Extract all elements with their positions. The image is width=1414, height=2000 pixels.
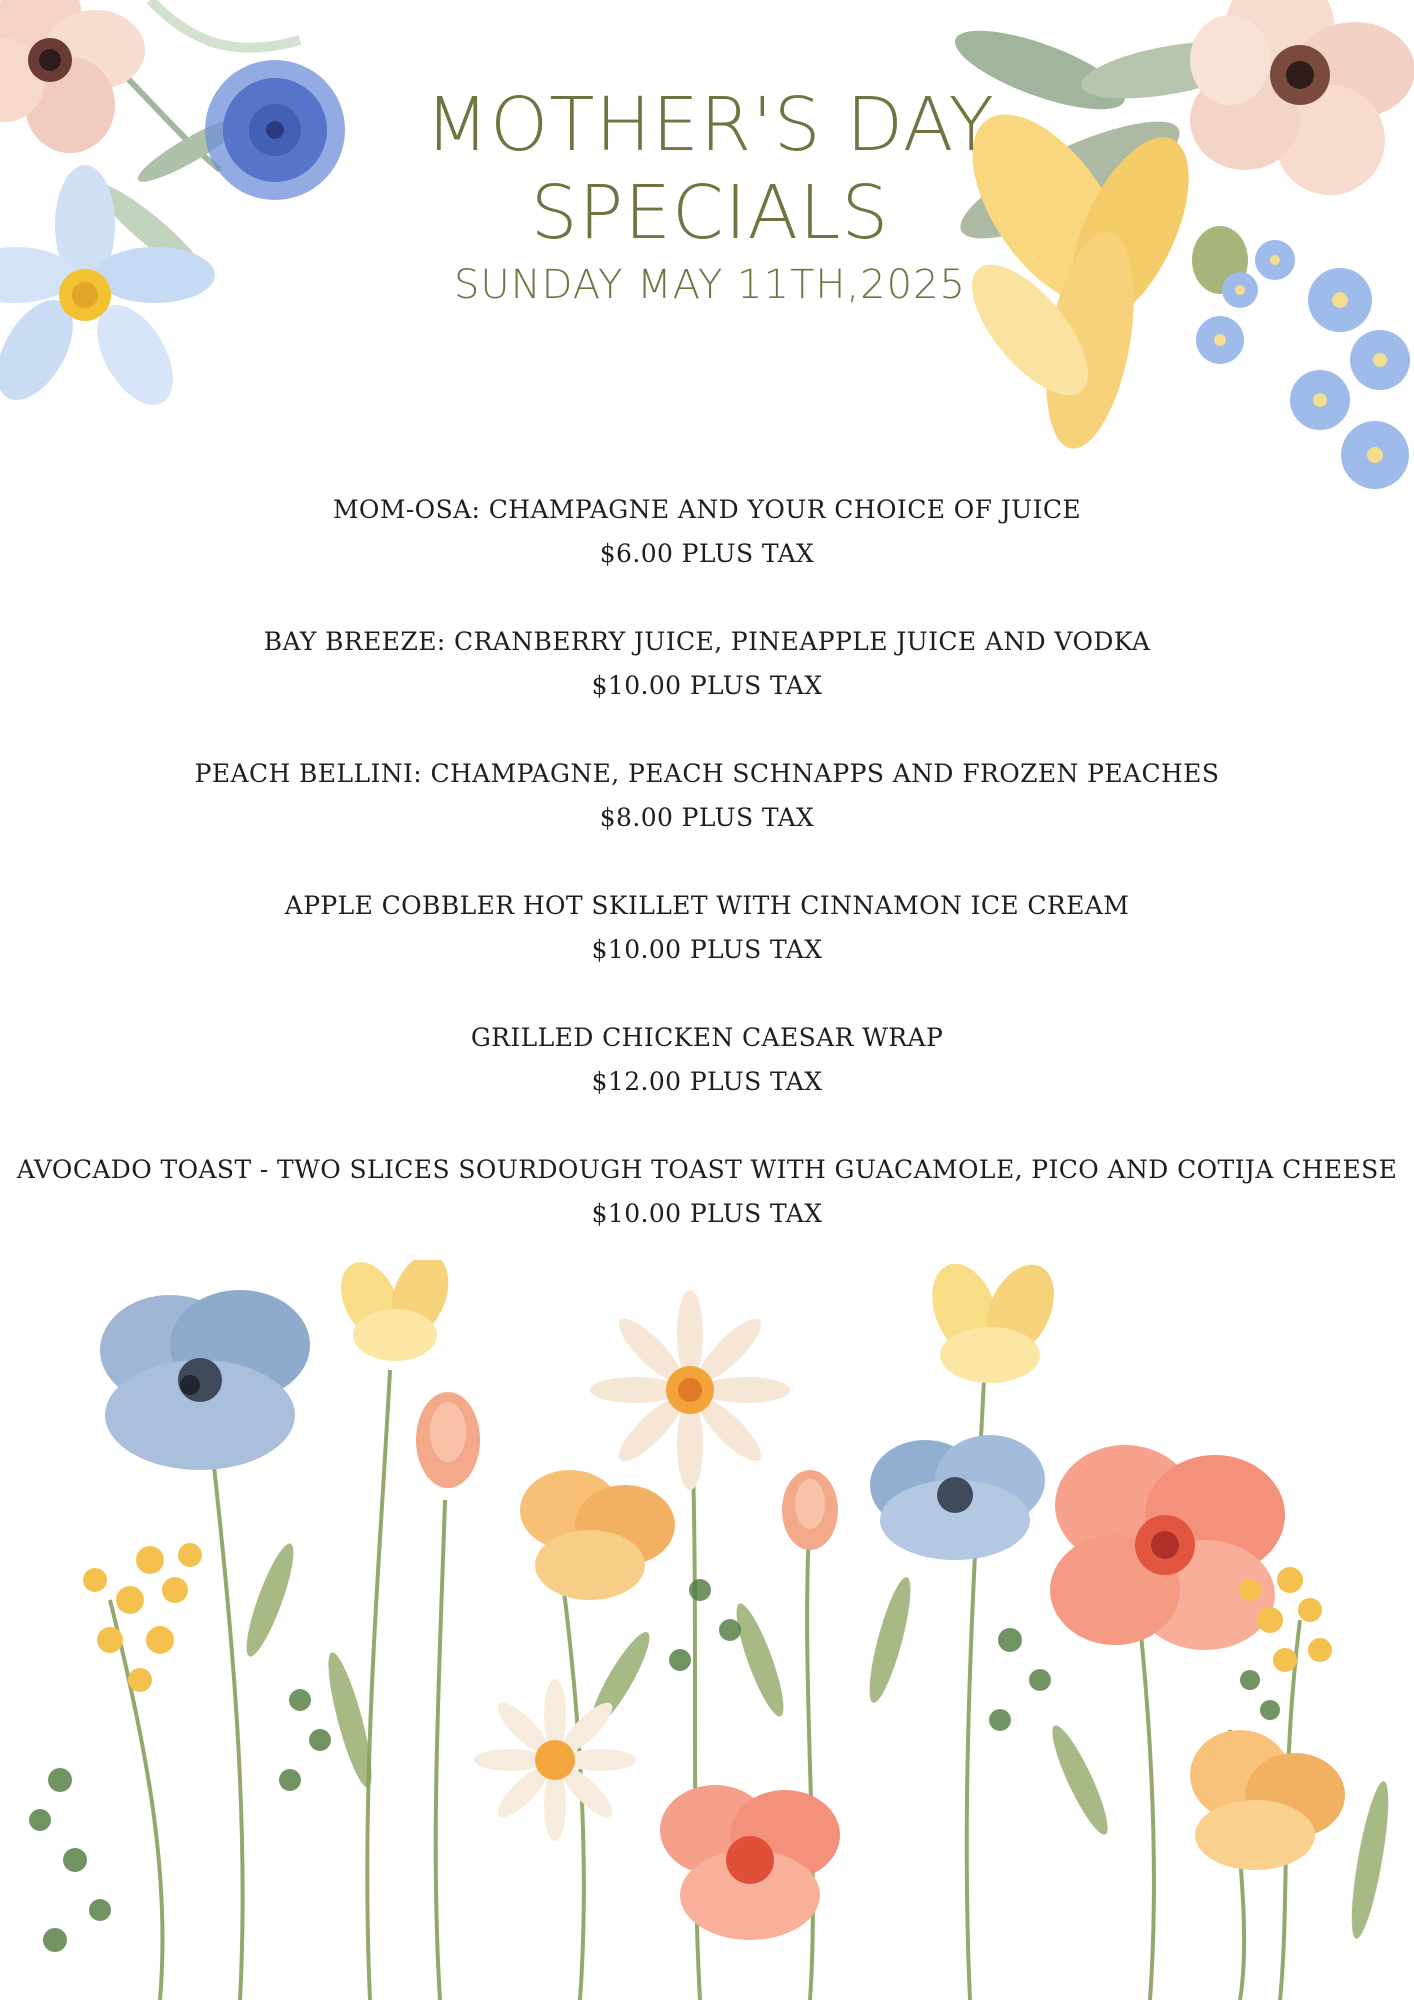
menu-item	[0, 884, 1414, 972]
blue-poppy-flower	[100, 1290, 310, 1470]
pink-anemone-flower	[0, 0, 145, 153]
menu-item-price: $6.00 PLUS TAX	[599, 539, 815, 568]
menu-item	[0, 620, 1414, 708]
menu-item-price: $10.00 PLUS TAX	[591, 935, 823, 964]
white-daisy-flower	[590, 1290, 790, 1490]
specials-menu	[0, 488, 1414, 1280]
forget-me-not-flowers	[1196, 240, 1410, 489]
top-left-floral-decoration	[0, 0, 420, 440]
menu-item	[0, 488, 1414, 576]
peach-bud-flower	[782, 1470, 838, 1550]
menu-item-name: GRILLED CHICKEN CAESAR WRAP	[470, 1023, 944, 1052]
menu-item-name: BAY BREEZE: CRANBERRY JUICE, PINEAPPLE JUICE AND VODKA	[263, 627, 1151, 656]
menu-item-price: $10.00 PLUS TAX	[591, 671, 823, 700]
menu-item-name: APPLE COBBLER HOT SKILLET WITH CINNAMON ICE CREAM	[284, 891, 1130, 920]
blue-cornflower	[205, 60, 345, 200]
yellow-flower	[330, 1260, 459, 1361]
pink-anemone-flower	[1190, 0, 1414, 195]
blue-poppy-flower	[870, 1435, 1045, 1560]
menu-item	[0, 752, 1414, 840]
bottom-wildflower-decoration	[0, 1260, 1414, 2000]
menu-item-name: AVOCADO TOAST - TWO SLICES SOURDOUGH TOAST WITH GUACAMOLE, PICO AND COTIJA CHEESE	[16, 1155, 1398, 1184]
menu-item-price: $8.00 PLUS TAX	[599, 803, 815, 832]
orange-flower	[520, 1470, 675, 1600]
yellow-flower	[920, 1260, 1067, 1383]
menu-item	[0, 1148, 1414, 1236]
orange-flower	[1190, 1730, 1345, 1870]
menu-item-name: PEACH BELLINI: CHAMPAGNE, PEACH SCHNAPPS AND FROZEN PEACHES	[194, 759, 1220, 788]
peach-bud-flower	[416, 1392, 480, 1488]
top-right-floral-decoration	[920, 0, 1414, 520]
event-date: SUNDAY MAY 11TH,2025	[454, 262, 966, 308]
coral-poppy-flower	[1050, 1445, 1285, 1650]
title-line-2: SPECIALS	[530, 170, 890, 256]
menu-item-price: $12.00 PLUS TAX	[591, 1067, 823, 1096]
yellow-blossom-cluster	[83, 1543, 202, 1692]
light-blue-daisy	[0, 165, 215, 418]
menu-item	[0, 1016, 1414, 1104]
title-line-1: MOTHER'S DAY	[425, 82, 995, 168]
menu-item-price: $10.00 PLUS TAX	[591, 1199, 823, 1228]
menu-item-name: MOM-OSA: CHAMPAGNE AND YOUR CHOICE OF JUICE	[332, 495, 1082, 524]
